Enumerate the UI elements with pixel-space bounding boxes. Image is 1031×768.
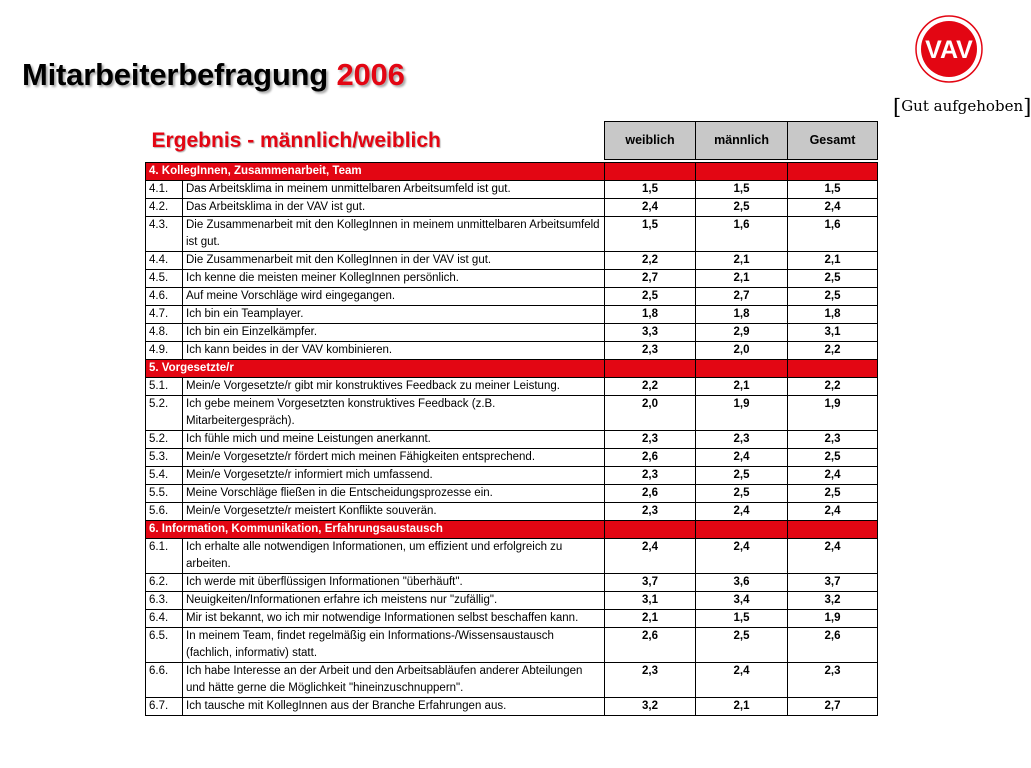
logo-brand: VAV [925, 36, 973, 64]
value-gesamt: 2,5 [788, 270, 878, 288]
value-gesamt: 2,4 [788, 199, 878, 217]
table-row [146, 342, 878, 360]
question-number: 6.1. [146, 539, 183, 574]
slide-title-main: Mitarbeiterbefragung [22, 57, 329, 92]
value-gesamt: 2,1 [788, 252, 878, 270]
svg-text:VERSICHERUNGEN [893, 68, 918, 96]
question-number: 5.2. [146, 396, 183, 431]
value-maennlich: 3,6 [696, 574, 788, 592]
value-gesamt: 3,2 [788, 592, 878, 610]
value-weiblich: 2,2 [605, 378, 696, 396]
slide-title [22, 57, 405, 93]
section-empty-cell [605, 360, 696, 378]
table-row [146, 431, 878, 449]
value-gesamt: 2,5 [788, 449, 878, 467]
table-header-row [146, 122, 878, 160]
value-gesamt: 1,9 [788, 610, 878, 628]
question-text: Das Arbeitsklima in meinem unmittelbaren Arbeitsumfeld ist gut. [183, 181, 605, 199]
question-number: 4.2. [146, 199, 183, 217]
column-header-maennlich: männlich [696, 122, 788, 160]
table-row [146, 663, 878, 698]
question-number: 6.7. [146, 698, 183, 716]
vav-logo-icon [893, 10, 1011, 96]
question-number: 6.4. [146, 610, 183, 628]
value-maennlich: 2,4 [696, 503, 788, 521]
question-text: Mein/e Vorgesetzte/r fördert mich meinen Fähigkeiten entsprechend. [183, 449, 605, 467]
value-gesamt: 1,8 [788, 306, 878, 324]
value-gesamt: 2,5 [788, 288, 878, 306]
section-label: 4. KollegInnen, Zusammenarbeit, Team [146, 163, 605, 181]
section-empty-cell [788, 521, 878, 539]
table-row [146, 288, 878, 306]
value-gesamt: 2,4 [788, 503, 878, 521]
question-text: Ich kenne die meisten meiner KollegInnen persönlich. [183, 270, 605, 288]
question-text: Ich gebe meinem Vorgesetzten konstruktives Feedback (z.B. Mitarbeitergespräch). [183, 396, 605, 431]
question-text: Ich habe Interesse an der Arbeit und den Arbeitsabläufen anderer Abteilungen und hätte gerne die Möglichkeit "hineinzuschnuppern". [183, 663, 605, 698]
table-row [146, 628, 878, 663]
value-maennlich: 2,5 [696, 467, 788, 485]
value-weiblich: 1,5 [605, 181, 696, 199]
question-text: Die Zusammenarbeit mit den KollegInnen in der VAV ist gut. [183, 252, 605, 270]
value-maennlich: 1,6 [696, 217, 788, 252]
question-text: Ich kann beides in der VAV kombinieren. [183, 342, 605, 360]
value-weiblich: 3,3 [605, 324, 696, 342]
section-label: 5. Vorgesetzte/r [146, 360, 605, 378]
value-gesamt: 3,1 [788, 324, 878, 342]
table-row [146, 485, 878, 503]
question-text: Mein/e Vorgesetzte/r meistert Konflikte souverän. [183, 503, 605, 521]
question-number: 6.5. [146, 628, 183, 663]
value-maennlich: 2,4 [696, 663, 788, 698]
value-maennlich: 1,9 [696, 396, 788, 431]
question-text: Ich bin ein Einzelkämpfer. [183, 324, 605, 342]
question-text: Mir ist bekannt, wo ich mir notwendige Informationen selbst beschaffen kann. [183, 610, 605, 628]
results-table [145, 121, 878, 716]
section-header-row [146, 163, 878, 181]
value-weiblich: 2,3 [605, 663, 696, 698]
value-maennlich: 2,1 [696, 378, 788, 396]
question-number: 4.6. [146, 288, 183, 306]
value-maennlich: 2,5 [696, 485, 788, 503]
question-number: 5.3. [146, 449, 183, 467]
value-weiblich: 2,4 [605, 199, 696, 217]
table-row [146, 467, 878, 485]
question-text: Ich fühle mich und meine Leistungen anerkannt. [183, 431, 605, 449]
question-number: 4.9. [146, 342, 183, 360]
table-row [146, 592, 878, 610]
table-row [146, 270, 878, 288]
value-maennlich: 2,4 [696, 449, 788, 467]
value-weiblich: 2,2 [605, 252, 696, 270]
value-maennlich: 3,4 [696, 592, 788, 610]
question-number: 5.1. [146, 378, 183, 396]
value-gesamt: 2,4 [788, 539, 878, 574]
value-maennlich: 1,8 [696, 306, 788, 324]
question-number: 4.8. [146, 324, 183, 342]
section-header-row [146, 521, 878, 539]
question-text: Ich bin ein Teamplayer. [183, 306, 605, 324]
value-maennlich: 2,9 [696, 324, 788, 342]
question-number: 5.6. [146, 503, 183, 521]
value-gesamt: 1,6 [788, 217, 878, 252]
table-body [146, 163, 878, 716]
table-row [146, 252, 878, 270]
value-gesamt: 2,3 [788, 663, 878, 698]
section-label: 6. Information, Kommunikation, Erfahrungsaustausch [146, 521, 605, 539]
value-maennlich: 2,7 [696, 288, 788, 306]
question-number: 6.6. [146, 663, 183, 698]
value-gesamt: 2,5 [788, 485, 878, 503]
section-header-row [146, 360, 878, 378]
question-text: Mein/e Vorgesetzte/r informiert mich umfassend. [183, 467, 605, 485]
table-row [146, 698, 878, 716]
value-weiblich: 2,6 [605, 628, 696, 663]
question-number: 6.3. [146, 592, 183, 610]
value-gesamt: 3,7 [788, 574, 878, 592]
question-text: Meine Vorschläge fließen in die Entscheidungsprozesse ein. [183, 485, 605, 503]
value-weiblich: 3,7 [605, 574, 696, 592]
vav-logo [893, 10, 1031, 120]
value-gesamt: 2,3 [788, 431, 878, 449]
value-weiblich: 2,6 [605, 485, 696, 503]
column-header-weiblich: weiblich [605, 122, 696, 160]
table-row [146, 539, 878, 574]
question-text: Mein/e Vorgesetzte/r gibt mir konstruktives Feedback zu meiner Leistung. [183, 378, 605, 396]
slide-title-year: 2006 [336, 57, 405, 92]
question-number: 4.3. [146, 217, 183, 252]
section-empty-cell [696, 360, 788, 378]
value-gesamt: 1,9 [788, 396, 878, 431]
table-row [146, 610, 878, 628]
value-weiblich: 1,8 [605, 306, 696, 324]
table-row [146, 396, 878, 431]
section-empty-cell [788, 163, 878, 181]
question-number: 5.2. [146, 431, 183, 449]
value-weiblich: 2,4 [605, 539, 696, 574]
value-weiblich: 2,0 [605, 396, 696, 431]
value-weiblich: 1,5 [605, 217, 696, 252]
table-row [146, 199, 878, 217]
section-empty-cell [605, 521, 696, 539]
value-weiblich: 2,3 [605, 467, 696, 485]
value-maennlich: 2,5 [696, 628, 788, 663]
value-maennlich: 2,0 [696, 342, 788, 360]
question-number: 6.2. [146, 574, 183, 592]
value-maennlich: 1,5 [696, 610, 788, 628]
question-text: Das Arbeitsklima in der VAV ist gut. [183, 199, 605, 217]
table-row [146, 324, 878, 342]
table-row [146, 378, 878, 396]
value-maennlich: 1,5 [696, 181, 788, 199]
column-header-gesamt: Gesamt [788, 122, 878, 160]
value-gesamt: 1,5 [788, 181, 878, 199]
question-text: Auf meine Vorschläge wird eingegangen. [183, 288, 605, 306]
value-gesamt: 2,6 [788, 628, 878, 663]
value-weiblich: 2,3 [605, 342, 696, 360]
question-text: Die Zusammenarbeit mit den KollegInnen in meinem unmittelbaren Arbeitsumfeld ist gut. [183, 217, 605, 252]
value-maennlich: 2,5 [696, 199, 788, 217]
section-empty-cell [696, 163, 788, 181]
logo-arc-text [893, 68, 918, 96]
section-empty-cell [696, 521, 788, 539]
question-text: Neuigkeiten/Informationen erfahre ich meistens nur "zufällig". [183, 592, 605, 610]
value-weiblich: 3,1 [605, 592, 696, 610]
section-empty-cell [788, 360, 878, 378]
value-weiblich: 2,3 [605, 431, 696, 449]
table-row [146, 217, 878, 252]
value-weiblich: 2,6 [605, 449, 696, 467]
table-row [146, 503, 878, 521]
value-gesamt: 2,4 [788, 467, 878, 485]
question-number: 4.4. [146, 252, 183, 270]
table-row [146, 449, 878, 467]
value-maennlich: 2,1 [696, 270, 788, 288]
table-heading: Ergebnis - männlich/weiblich [151, 129, 441, 152]
question-text: Ich tausche mit KollegInnen aus der Branche Erfahrungen aus. [183, 698, 605, 716]
value-weiblich: 2,5 [605, 288, 696, 306]
table-row [146, 181, 878, 199]
question-text: Ich erhalte alle notwendigen Informationen, um effizient und erfolgreich zu arbeiten. [183, 539, 605, 574]
value-weiblich: 3,2 [605, 698, 696, 716]
value-gesamt: 2,2 [788, 342, 878, 360]
value-maennlich: 2,1 [696, 698, 788, 716]
question-number: 5.4. [146, 467, 183, 485]
table-row [146, 574, 878, 592]
table-row [146, 306, 878, 324]
logo-tagline: [Gut aufgehoben] [893, 95, 1031, 119]
value-gesamt: 2,2 [788, 378, 878, 396]
value-maennlich: 2,3 [696, 431, 788, 449]
value-weiblich: 2,3 [605, 503, 696, 521]
results-table-container [145, 121, 877, 716]
question-number: 5.5. [146, 485, 183, 503]
question-text: Ich werde mit überflüssigen Informationen "überhäuft". [183, 574, 605, 592]
value-maennlich: 2,1 [696, 252, 788, 270]
value-weiblich: 2,7 [605, 270, 696, 288]
section-empty-cell [605, 163, 696, 181]
question-number: 4.5. [146, 270, 183, 288]
value-maennlich: 2,4 [696, 539, 788, 574]
question-number: 4.7. [146, 306, 183, 324]
question-number: 4.1. [146, 181, 183, 199]
value-weiblich: 2,1 [605, 610, 696, 628]
value-gesamt: 2,7 [788, 698, 878, 716]
question-text: In meinem Team, findet regelmäßig ein Informations-/Wissensaustausch (fachlich, informativ) statt. [183, 628, 605, 663]
